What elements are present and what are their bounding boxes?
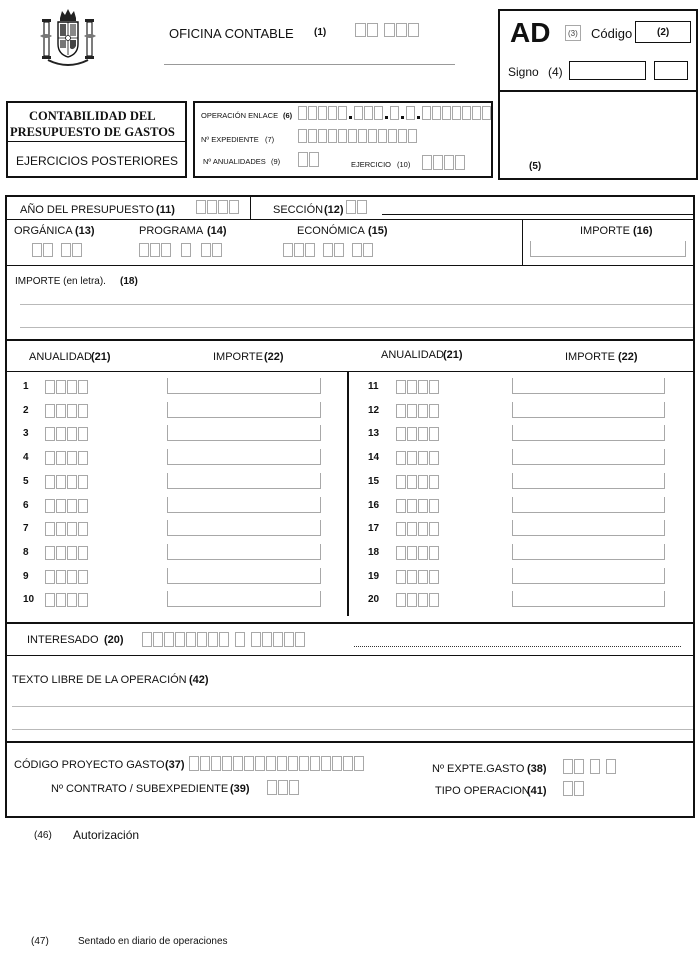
annual-row-number: 17 [368,523,380,534]
annual-header-divider [6,371,694,372]
doc-type-divider [499,90,698,92]
interesado-label: INTERESADO [27,634,99,646]
importe-letra-label: IMPORTE (en letra). [15,276,106,287]
annual-row-number: 10 [23,594,35,605]
seccion-underline [382,214,693,215]
importe-letra-line-2[interactable] [20,327,693,328]
annual-year-field[interactable] [45,427,88,441]
annual-row-number: 14 [368,452,380,463]
anio-num: (11) [156,204,175,216]
annual-amount-field[interactable] [167,378,321,394]
texto-libre-line-2[interactable] [12,729,693,730]
tipo-label: TIPO OPERACION [435,785,530,797]
codigo-label: Código [591,26,633,41]
expediente-label: Nº EXPEDIENTE [201,135,259,144]
tipo-field[interactable] [563,781,584,796]
seccion-field[interactable] [346,200,367,214]
anualidad-num-right: (21) [443,349,463,361]
annual-amount-field[interactable] [167,520,321,536]
annual-amount-field[interactable] [512,378,665,394]
anualidad-num-left: (21) [91,351,111,363]
auth-num: (46) [34,830,52,841]
annual-year-field[interactable] [396,404,439,418]
row-divider-5 [6,655,694,656]
auth-label: Autorización [73,828,140,842]
organica-field[interactable] [32,243,82,257]
organica-label: ORGÁNICA [14,225,73,237]
ejercicio-label: EJERCICIO [351,160,392,169]
importe16-num: (16) [633,225,653,237]
enlace-label: OPERACIÓN ENLACE [201,111,279,120]
annual-amount-field[interactable] [167,497,321,513]
annual-year-field[interactable] [396,499,439,513]
interesado-field[interactable] [142,632,305,647]
title-line3: EJERCICIOS POSTERIORES [16,154,179,168]
anio-field[interactable] [196,200,239,214]
sentado-num: (47) [31,936,49,947]
interesado-num: (20) [104,634,124,646]
annual-center-divider [347,372,349,616]
annual-amount-field[interactable] [167,473,321,489]
annual-amount-field[interactable] [167,425,321,441]
annual-row-number: 1 [23,381,29,392]
expediente-num: (7) [265,135,275,144]
annual-row-number: 11 [368,381,379,392]
texto-libre-num: (42) [189,674,209,686]
contrato-num: (39) [230,783,250,795]
num3: (3) [568,29,578,38]
annual-amount-field[interactable] [167,449,321,465]
annual-row-number: 6 [23,500,29,511]
economica-field[interactable] [283,243,373,257]
economica-num: (15) [368,225,388,237]
anio-seccion-divider [250,196,251,220]
annual-row-number: 18 [368,547,380,558]
annual-year-field[interactable] [396,522,439,536]
importe-header-left: IMPORTE [213,351,263,363]
annual-amount-field[interactable] [167,568,321,584]
seccion-label: SECCIÓN [273,204,324,216]
oficina-label: OFICINA CONTABLE [169,26,294,41]
importe-header-right: IMPORTE [565,351,615,363]
signo-num: (4) [548,65,563,79]
anio-label: AÑO DEL PRESUPUESTO [20,204,154,216]
annual-row-number: 7 [23,523,29,534]
programa-label: PROGRAMA [139,225,204,237]
tipo-num: (41) [527,785,547,797]
importe-letra-num: (18) [120,276,138,287]
anualidades-field[interactable] [298,152,319,167]
annual-amount-field[interactable] [512,591,665,607]
oficina-num: (1) [314,27,327,38]
annual-row-number: 19 [368,571,380,582]
proyecto-num: (37) [165,759,185,771]
annual-amount-field[interactable] [512,402,665,418]
annual-year-field[interactable] [45,570,88,584]
ejercicio-num: (10) [397,160,411,169]
importe16-label: IMPORTE [580,225,630,237]
row-divider-4 [6,622,694,624]
annual-row-number: 9 [23,571,29,582]
annual-year-field[interactable] [396,475,439,489]
annual-year-field[interactable] [45,546,88,560]
annual-amount-field[interactable] [512,544,665,560]
num5: (5) [529,161,542,172]
annual-row-number: 8 [23,547,29,558]
expte-num: (38) [527,763,547,775]
ejercicio-field[interactable] [422,155,465,170]
annual-year-field[interactable] [45,451,88,465]
row-divider-1 [6,219,694,220]
annual-amount-field[interactable] [512,568,665,584]
oficina-underline [164,64,455,65]
row-divider-6 [6,741,694,743]
annual-amount-field[interactable] [167,591,321,607]
annual-amount-field[interactable] [167,544,321,560]
expte-field[interactable] [563,759,616,774]
codigo-num: (2) [657,27,670,38]
annual-row-number: 12 [368,405,380,416]
programa-field[interactable] [139,243,222,257]
annual-year-field[interactable] [45,522,88,536]
annual-row-number: 4 [23,452,29,463]
row-divider-2 [6,265,694,266]
annual-year-field[interactable] [396,451,439,465]
sentado-label: Sentado en diario de operaciones [78,936,228,947]
annual-year-field[interactable] [45,404,88,418]
importe16-divider [522,219,523,265]
title-line1: CONTABILIDAD DEL [29,109,156,123]
annual-row-number: 13 [368,428,380,439]
oficina-code-field[interactable] [355,23,419,37]
expediente-field[interactable] [298,129,417,143]
signo-field-1[interactable] [569,61,646,80]
annual-year-field[interactable] [396,427,439,441]
interesado-dotted-line[interactable] [354,646,681,647]
economica-label: ECONÓMICA [297,225,365,237]
anualidades-label: Nº ANUALIDADES [203,157,266,166]
annual-row-number: 2 [23,405,29,416]
enlace-num: (6) [283,111,293,120]
annual-year-field[interactable] [45,475,88,489]
organica-num: (13) [75,225,95,237]
doc-type: AD [510,17,551,48]
annual-amount-field[interactable] [512,449,665,465]
texto-libre-label: TEXTO LIBRE DE LA OPERACIÓN [12,674,187,686]
annual-year-field[interactable] [45,593,88,607]
signo-label: Signo [508,65,539,79]
signo-field-2[interactable] [654,61,688,80]
contrato-label: Nº CONTRATO / SUBEXPEDIENTE [51,783,229,795]
annual-year-field[interactable] [396,380,439,394]
programa-num: (14) [207,225,227,237]
enlace-field[interactable] [298,106,491,120]
annual-year-field[interactable] [396,593,439,607]
annual-row-number: 20 [368,594,380,605]
seccion-num: (12) [324,204,344,216]
importe-num-right: (22) [618,351,638,363]
importe-letra-line-1[interactable] [20,304,693,305]
title-line2: PRESUPUESTO DE GASTOS [10,125,175,139]
texto-libre-line-1[interactable] [12,706,693,707]
contrato-field[interactable] [267,780,299,795]
coat-of-arms-icon [38,8,98,70]
annual-year-field[interactable] [396,546,439,560]
annual-row-number: 15 [368,476,380,487]
anualidad-header-left: ANUALIDAD [29,351,92,363]
annual-row-number: 3 [23,428,29,439]
annual-amount-field[interactable] [167,402,321,418]
anualidad-header-right: ANUALIDAD [381,349,444,361]
annual-row-number: 16 [368,500,380,511]
importe16-field[interactable] [530,241,686,257]
anualidades-num: (9) [271,157,281,166]
annual-year-field[interactable] [45,380,88,394]
proyecto-field[interactable] [189,756,364,771]
importe-num-left: (22) [264,351,284,363]
proyecto-label: CÓDIGO PROYECTO GASTO [14,759,165,771]
annual-year-field[interactable] [45,499,88,513]
annual-amount-field[interactable] [512,473,665,489]
expte-label: Nº EXPTE.GASTO [432,763,525,775]
row-divider-3 [6,339,694,341]
annual-year-field[interactable] [396,570,439,584]
annual-amount-field[interactable] [512,520,665,536]
title-divider [7,141,186,142]
annual-row-number: 5 [23,476,29,487]
annual-amount-field[interactable] [512,425,665,441]
annual-amount-field[interactable] [512,497,665,513]
